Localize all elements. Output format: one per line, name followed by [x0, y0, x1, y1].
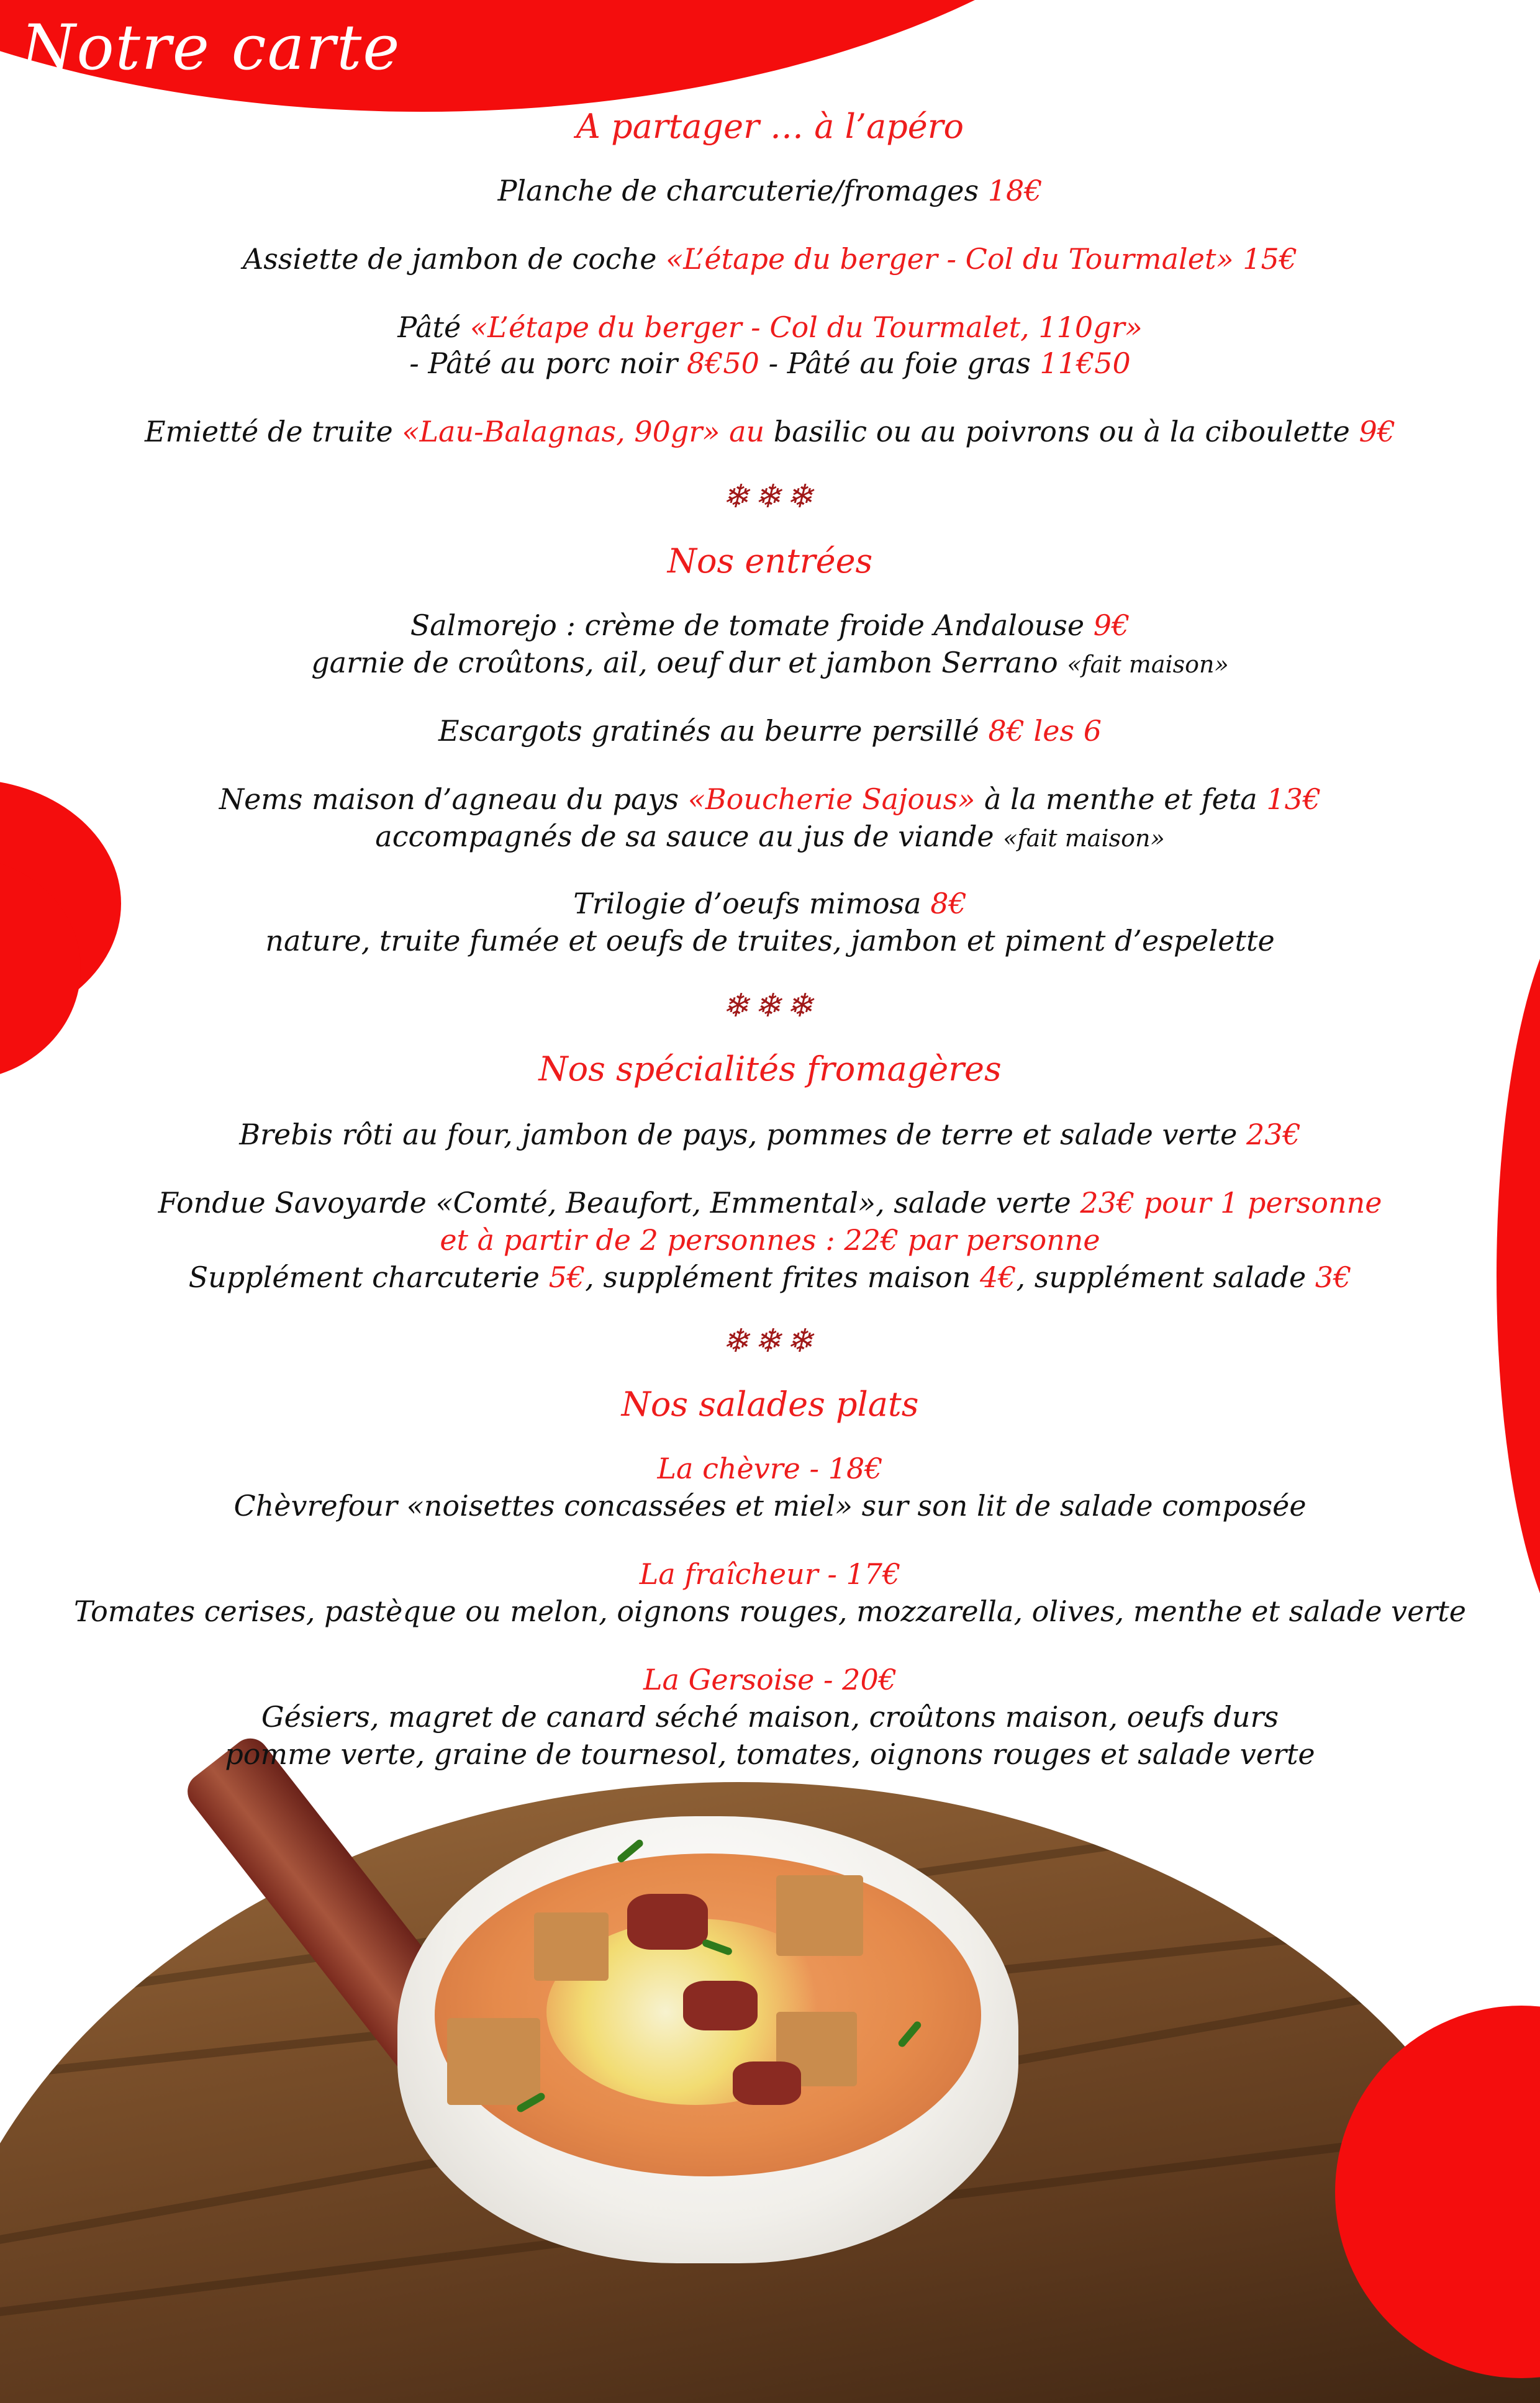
menu-item-oeufs-mimosa — [0, 887, 1540, 920]
menu-item-pate-variants — [0, 346, 1540, 380]
menu-item-planche — [0, 174, 1540, 207]
item-desc: garnie de croûtons, ail, oeuf dur et jambon Serrano — [311, 646, 1067, 679]
item-name: Emietté de truite — [144, 415, 402, 448]
item-note: «fait maison» — [1067, 651, 1229, 678]
item-name: Nems maison d’agneau du pays — [219, 782, 688, 816]
supplement-name: , supplément salade — [1016, 1260, 1315, 1294]
section-heading-salades: Nos salades plats — [621, 1385, 919, 1424]
supplement-price: 5€ — [548, 1260, 586, 1294]
item-origin: «Lau-Balagnas, 90gr» au — [402, 415, 765, 448]
variant-name: - Pâté au foie gras — [759, 346, 1040, 380]
supplement-name: Supplément charcuterie — [188, 1260, 549, 1294]
item-name: Fondue Savoyarde «Comté, Beaufort, Emmental», salade verte — [158, 1186, 1080, 1220]
menu-item-brebis — [0, 1118, 1540, 1151]
menu-item-pate — [0, 310, 1540, 344]
menu-item-oeufs-mimosa-desc: nature, truite fumée et oeufs de truites, jambon et piment d’espelette — [265, 924, 1275, 957]
menu-item-salmorejo — [0, 609, 1540, 642]
item-name: Assiette de jambon de coche — [242, 242, 666, 276]
salad-title-gersoise: La Gersoise - 20€ — [643, 1663, 897, 1696]
snowflake-divider: ❄❄❄ — [722, 987, 818, 1025]
section-heading-apero: A partager … à l’apéro — [576, 107, 964, 146]
crouton-image — [534, 1912, 609, 1981]
section-heading-fromageres: Nos spécialités fromagères — [538, 1049, 1002, 1088]
item-price: 13€ — [1266, 782, 1321, 816]
item-desc: accompagnés de sa sauce au jus de viande — [375, 820, 1003, 853]
variant-price: 8€50 — [686, 346, 759, 380]
item-origin: «Boucherie Sajous» — [687, 782, 976, 816]
item-name: Planche de charcuterie/fromages — [497, 174, 988, 207]
item-origin-price: «L’étape du berger - Col du Tourmalet» 15€ — [666, 242, 1298, 276]
salad-desc-chevre: Chèvrefour «noisettes concassées et miel» sur son lit de salade composée — [233, 1489, 1307, 1523]
supplement-price: 4€ — [979, 1260, 1017, 1294]
ham-piece-image — [733, 2061, 801, 2105]
menu-item-emiette-truite — [0, 415, 1540, 448]
ham-piece-image — [627, 1894, 708, 1950]
item-price: 23€ pour 1 personne — [1080, 1186, 1382, 1220]
salad-title-chevre: La chèvre - 18€ — [657, 1452, 883, 1485]
item-name: Brebis rôti au four, jambon de pays, pommes de terre et salade verte — [239, 1118, 1246, 1151]
item-price: 23€ — [1246, 1118, 1301, 1151]
item-name: Pâté — [397, 310, 470, 344]
item-price: 9€ — [1093, 609, 1130, 642]
menu-item-fondue — [0, 1186, 1540, 1220]
menu-item-salmorejo-desc — [0, 646, 1540, 679]
item-name: Salmorejo : crème de tomate froide Andalouse — [410, 609, 1094, 642]
salad-desc-gersoise: Gésiers, magret de canard séché maison, croûtons maison, oeufs durs — [261, 1700, 1279, 1734]
variant-name: - Pâté au porc noir — [409, 346, 687, 380]
item-name: Trilogie d’oeufs mimosa — [573, 887, 931, 920]
variant-price: 11€50 — [1040, 346, 1131, 380]
ham-piece-image — [683, 1981, 758, 2030]
item-desc: basilic ou au poivrons ou à la ciboulette — [764, 415, 1359, 448]
item-origin: «L’étape du berger - Col du Tourmalet, 110gr» — [469, 310, 1143, 344]
snowflake-divider: ❄❄❄ — [722, 1323, 818, 1360]
item-price: 18€ — [987, 174, 1043, 207]
crouton-image — [776, 1875, 863, 1956]
section-heading-entrees: Nos entrées — [667, 541, 873, 581]
salad-desc-fraicheur: Tomates cerises, pastèque ou melon, oignons rouges, mozzarella, olives, menthe et salade verte — [74, 1595, 1466, 1628]
menu-item-nems — [0, 782, 1540, 816]
menu-item-nems-desc — [0, 820, 1540, 853]
supplement-name: , supplément frites maison — [585, 1260, 980, 1294]
item-desc: à la menthe et feta — [975, 782, 1267, 816]
item-name: Escargots gratinés au beurre persillé — [438, 714, 989, 748]
item-note: «fait maison» — [1003, 825, 1165, 852]
menu-item-fondue-price-group: et à partir de 2 personnes : 22€ par personne — [440, 1223, 1100, 1257]
item-price: 9€ — [1359, 415, 1396, 448]
menu-item-assiette-jambon — [0, 242, 1540, 276]
snowflake-divider: ❄❄❄ — [722, 478, 818, 515]
salad-title-fraicheur: La fraîcheur - 17€ — [639, 1557, 901, 1591]
salad-desc-gersoise-2: pomme verte, graine de tournesol, tomates, oignons rouges et salade verte — [225, 1737, 1315, 1771]
item-price: 8€ les 6 — [988, 714, 1102, 748]
page-title: Notre carte — [21, 11, 401, 84]
item-price: 8€ — [930, 887, 967, 920]
menu-item-escargots — [0, 714, 1540, 748]
crouton-image — [447, 2018, 540, 2105]
menu-item-supplements — [0, 1260, 1540, 1294]
supplement-price: 3€ — [1315, 1260, 1352, 1294]
